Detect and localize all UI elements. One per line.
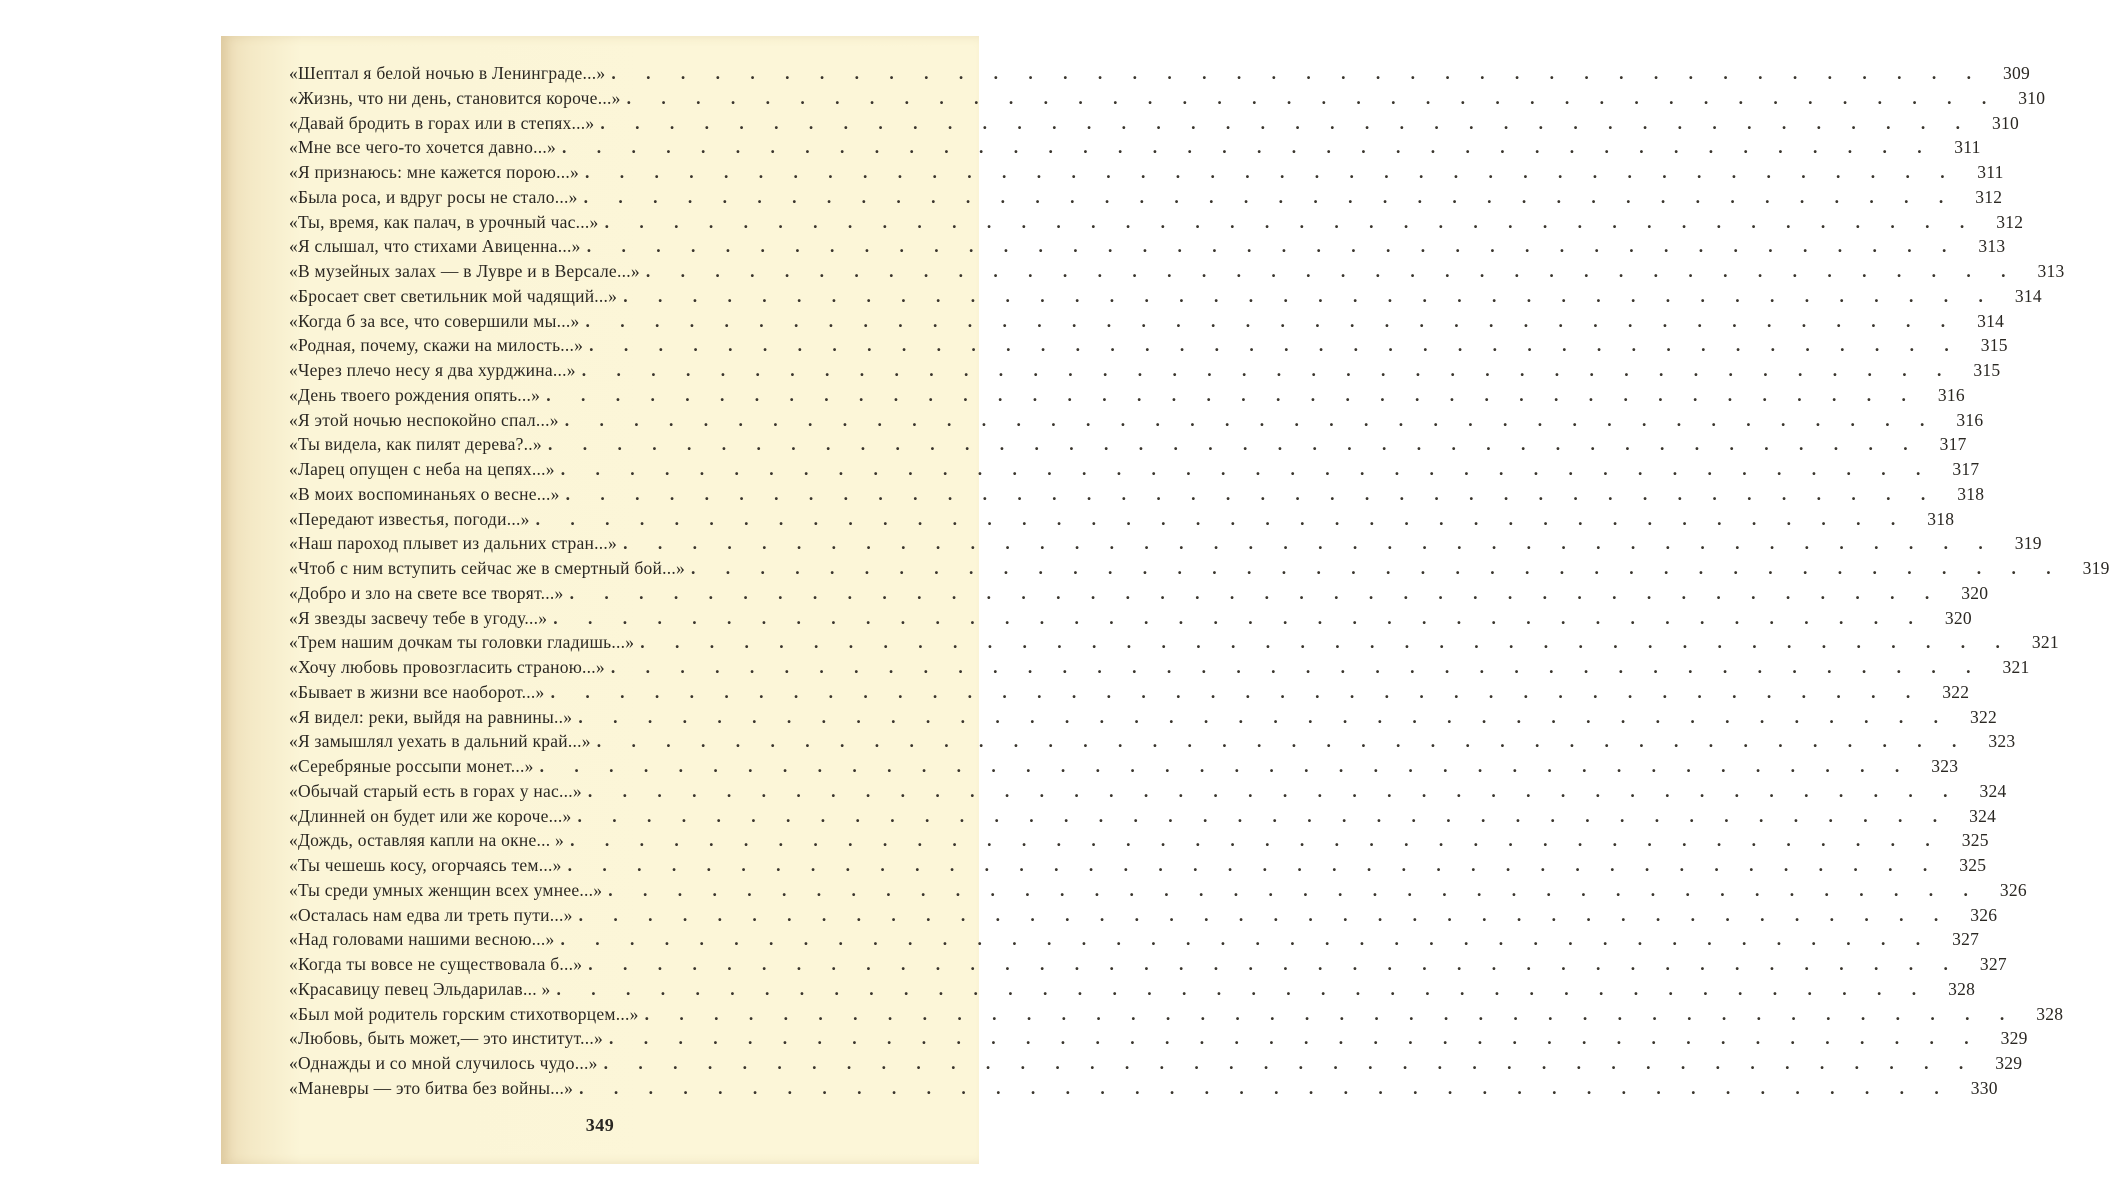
entry-title: «Серебряные россыпи монет...» <box>289 756 534 776</box>
entry-title: «Однажды и со мной случилось чудо...» <box>289 1053 598 1073</box>
toc-entry <box>289 731 2016 756</box>
dot-leader: . . . . . . . . . . . . . . . . . . . . . . . . . . . . . . . . . . . . . . . . <box>587 780 1961 801</box>
entry-page-number: 323 <box>1931 756 1959 776</box>
dot-leader: . . . . . . . . . . . . . . . . . . . . . . . . . . . . . . . . . . . . . . . . <box>589 335 1962 356</box>
entry-title: «Передают известья, погоди...» <box>289 508 530 529</box>
toc-entry <box>289 978 1976 1004</box>
toc-entry <box>289 87 2046 113</box>
entry-page-number: 322 <box>1942 681 1970 702</box>
toc-entry <box>289 558 2110 583</box>
entry-title: «Я видел: реки, выйдя на равнины..» <box>289 706 573 727</box>
dot-leader: . . . . . . . . . . . . . . . . . . . . . . . . . . . . . . . . . . . . . . . . <box>611 63 1985 83</box>
entry-title: «Я слышал, что стихами Авиценна...» <box>289 236 581 257</box>
entry-title: «Был мой родитель горским стихотворцем...» <box>289 1003 639 1024</box>
toc-entry <box>289 954 2007 979</box>
dot-leader: . . . . . . . . . . . . . . . . . . . . . . . . . . . . . . . . . . . . . . . . <box>578 706 1951 727</box>
entry-title: «Осталась нам едва ли треть пути...» <box>289 904 573 925</box>
dot-leader: . . . . . . . . . . . . . . . . . . . . . . . . . . . . . . . . . . . . . . . . <box>640 632 2013 653</box>
entry-title: «Красавицу певец Эльдарилав... » <box>289 978 551 999</box>
entry-page-number: 314 <box>1977 310 2005 331</box>
dot-leader: . . . . . . . . . . . . . . . . . . . . . . . . . . . . . . . . . . . . . . . . <box>690 558 2064 578</box>
entry-title: «Хочу любовь провозгласить страною...» <box>289 657 605 677</box>
dot-leader: . . . . . . . . . . . . . . . . . . . . . . . . . . . . . . . . . . . . . . . . <box>579 1077 1952 1098</box>
entry-title: «Добро и зло на свете все творят...» <box>289 582 564 603</box>
toc-entry <box>289 780 2007 806</box>
entry-page-number: 324 <box>1969 805 1997 826</box>
entry-page-number: 329 <box>2000 1028 2028 1049</box>
toc-entry <box>289 1077 1998 1103</box>
dot-leader: . . . . . . . . . . . . . . . . . . . . . . . . . . . . . . . . . . . . . . . . <box>645 261 2019 281</box>
toc-entry <box>289 607 1972 633</box>
entry-page-number: 314 <box>2014 285 2042 306</box>
dot-leader: . . . . . . . . . . . . . . . . . . . . . . . . . . . . . . . . . . . . . . . . <box>588 954 1961 974</box>
toc-entry <box>289 483 1985 509</box>
toc-entry <box>289 434 1967 459</box>
toc-entry <box>289 310 2005 336</box>
entry-page-number: 325 <box>1961 830 1989 851</box>
entry-title: «Дождь, оставляя капли на окне... » <box>289 830 565 851</box>
entry-page-number: 311 <box>1977 162 2004 182</box>
entry-title: «Я звезды засвечу тебе в угоду...» <box>289 607 548 628</box>
entry-page-number: 312 <box>1996 211 2024 232</box>
dot-leader: . . . . . . . . . . . . . . . . . . . . . . . . . . . . . . . . . . . . . . . . <box>565 483 1939 504</box>
entry-page-number: 311 <box>1954 137 1981 158</box>
entry-page-number: 324 <box>1979 780 2007 801</box>
book-page <box>221 36 2110 1164</box>
dot-leader: . . . . . . . . . . . . . . . . . . . . . . . . . . . . . . . . . . . . . . . . <box>604 211 1978 232</box>
entry-page-number: 320 <box>1944 607 1972 628</box>
toc-entry <box>289 533 2042 558</box>
entry-title: «Маневры — это битва без войны...» <box>289 1077 574 1098</box>
toc-entry <box>289 409 1984 435</box>
entry-page-number: 316 <box>1937 384 1965 405</box>
toc-entry <box>289 582 1989 608</box>
entry-title: «Трем нашим дочкам ты головки гладишь...» <box>289 632 635 653</box>
entry-page-number: 318 <box>1957 483 1985 504</box>
entry-page-number: 328 <box>2036 1003 2064 1024</box>
toc-entry <box>289 236 2006 261</box>
entry-page-number: 321 <box>2002 657 2030 677</box>
dot-leader: . . . . . . . . . . . . . . . . . . . . . . . . . . . . . . . . . . . . . . . . <box>567 855 1941 875</box>
entry-title: «В музейных залах — в Лувре и в Версале...» <box>289 261 640 281</box>
toc-entry <box>289 756 1959 781</box>
toc-entry <box>289 162 2004 187</box>
dot-leader: . . . . . . . . . . . . . . . . . . . . . . . . . . . . . . . . . . . . . . . . <box>561 137 1935 158</box>
entry-title: «Чтоб с ним вступить сейчас же в смертный бой...» <box>289 558 685 578</box>
toc-entry <box>289 706 1997 732</box>
entry-page-number: 323 <box>1988 731 2016 752</box>
toc-entry <box>289 63 2031 88</box>
dot-leader: . . . . . . . . . . . . . . . . . . . . . . . . . . . . . . . . . . . . . . . . <box>610 657 1984 677</box>
entry-title: «Длинней он будет или же короче...» <box>289 805 572 826</box>
dot-leader: . . . . . . . . . . . . . . . . . . . . . . . . . . . . . . . . . . . . . . . . <box>623 285 1996 306</box>
toc-entry <box>289 929 1980 954</box>
entry-title: «Была роса, и вдруг росы не стало...» <box>289 186 578 207</box>
entry-page-number: 310 <box>2018 87 2046 108</box>
dot-leader: . . . . . . . . . . . . . . . . . . . . . . . . . . . . . . . . . . . . . . . . <box>547 434 1921 455</box>
toc-entry <box>289 508 1955 534</box>
entry-title: «Ты чешешь косу, огорчаясь тем...» <box>289 855 562 875</box>
entry-title: «Бывает в жизни все наоборот...» <box>289 681 545 702</box>
dot-leader: . . . . . . . . . . . . . . . . . . . . . . . . . . . . . . . . . . . . . . . . <box>596 731 1970 752</box>
entry-title: «Когда б за все, что совершили мы...» <box>289 310 580 331</box>
toc-entry <box>289 1028 2028 1053</box>
dot-leader: . . . . . . . . . . . . . . . . . . . . . . . . . . . . . . . . . . . . . . . . <box>584 162 1958 182</box>
dot-leader: . . . . . . . . . . . . . . . . . . . . . . . . . . . . . . . . . . . . . . . . <box>560 459 1934 479</box>
entry-title: «Я признаюсь: мне кажется порою...» <box>289 162 579 182</box>
entry-page-number: 309 <box>2003 63 2031 83</box>
dot-leader: . . . . . . . . . . . . . . . . . . . . . . . . . . . . . . . . . . . . . . . . <box>550 681 1924 702</box>
entry-title: «Шептал я белой ночью в Ленинграде...» <box>289 63 606 83</box>
entry-page-number: 320 <box>1961 582 1989 603</box>
toc-entry <box>289 384 1965 410</box>
toc-entry <box>289 285 2042 311</box>
entry-title: «Давай бродить в горах или в степях...» <box>289 112 595 133</box>
dot-leader: . . . . . . . . . . . . . . . . . . . . . . . . . . . . . . . . . . . . . . . . <box>600 112 1974 133</box>
dot-leader: . . . . . . . . . . . . . . . . . . . . . . . . . . . . . . . . . . . . . . . . <box>585 310 1959 331</box>
dot-leader: . . . . . . . . . . . . . . . . . . . . . . . . . . . . . . . . . . . . . . . . <box>569 582 1943 603</box>
entry-title: «В моих воспоминаньях о весне...» <box>289 483 560 504</box>
entry-title: «Любовь, быть может,— это институт...» <box>289 1028 604 1049</box>
entry-page-number: 310 <box>1992 112 2020 133</box>
toc-entry <box>289 830 1989 855</box>
entry-title: «Ларец опущен с неба на цепях...» <box>289 459 555 479</box>
toc-entry <box>289 112 2020 138</box>
toc-entry <box>289 137 1981 162</box>
toc-entry <box>289 186 2003 212</box>
dot-leader: . . . . . . . . . . . . . . . . . . . . . . . . . . . . . . . . . . . . . . . . <box>581 360 1955 380</box>
toc-entry <box>289 335 2008 360</box>
entry-page-number: 321 <box>2031 632 2059 653</box>
entry-page-number: 322 <box>1969 706 1997 727</box>
entry-title: «Над головами нашими весною...» <box>289 929 555 950</box>
entry-title: «Бросает свет светильник мой чадящий...» <box>289 285 618 306</box>
entry-page-number: 316 <box>1956 409 1984 430</box>
toc-entry <box>289 459 1980 484</box>
entry-title: «День твоего рождения опять...» <box>289 384 541 405</box>
entry-page-number: 326 <box>1970 904 1998 925</box>
dot-leader: . . . . . . . . . . . . . . . . . . . . . . . . . . . . . . . . . . . . . . . . <box>586 236 1960 257</box>
entry-page-number: 313 <box>2037 261 2065 281</box>
entry-page-number: 328 <box>1948 978 1976 999</box>
entry-title: «Ты видела, как пилят дерева?..» <box>289 434 542 455</box>
entry-page-number: 326 <box>1999 879 2027 900</box>
entry-page-number: 327 <box>1952 929 1980 950</box>
entry-title: «Через плечо несу я два хурджина...» <box>289 360 576 380</box>
toc-entry <box>289 1003 2064 1029</box>
dot-leader: . . . . . . . . . . . . . . . . . . . . . . . . . . . . . . . . . . . . . . . . <box>608 879 1981 900</box>
toc-entry <box>289 681 1970 707</box>
dot-leader: . . . . . . . . . . . . . . . . . . . . . . . . . . . . . . . . . . . . . . . . <box>553 607 1926 628</box>
entry-page-number: 317 <box>1939 434 1967 455</box>
entry-title: «Наш пароход плывет из дальних стран...» <box>289 533 618 554</box>
entry-title: «Ты среди умных женщин всех умнее...» <box>289 879 603 900</box>
dot-leader: . . . . . . . . . . . . . . . . . . . . . . . . . . . . . . . . . . . . . . . . <box>577 805 1951 826</box>
dot-leader: . . . . . . . . . . . . . . . . . . . . . . . . . . . . . . . . . . . . . . . . <box>623 533 1996 554</box>
toc-entry <box>289 632 2059 657</box>
entry-title: «Жизнь, что ни день, становится короче...» <box>289 87 621 108</box>
dot-leader: . . . . . . . . . . . . . . . . . . . . . . . . . . . . . . . . . . . . . . . . <box>603 1053 1977 1073</box>
dot-leader: . . . . . . . . . . . . . . . . . . . . . . . . . . . . . . . . . . . . . . . . <box>546 384 1919 405</box>
entry-page-number: 329 <box>1995 1053 2023 1073</box>
toc-entry <box>289 1053 2023 1078</box>
entry-page-number: 330 <box>1970 1077 1998 1098</box>
entry-title: «Я замышлял уехать в дальний край...» <box>289 731 591 752</box>
dot-leader: . . . . . . . . . . . . . . . . . . . . . . . . . . . . . . . . . . . . . . . . <box>583 186 1957 207</box>
toc-entry <box>289 657 2030 682</box>
dot-leader: . . . . . . . . . . . . . . . . . . . . . . . . . . . . . . . . . . . . . . . . <box>564 409 1938 430</box>
dot-leader: . . . . . . . . . . . . . . . . . . . . . . . . . . . . . . . . . . . . . . . . <box>578 904 1952 925</box>
entry-page-number: 318 <box>1927 508 1955 529</box>
entry-page-number: 327 <box>1979 954 2007 974</box>
entry-title: «Ты, время, как палач, в урочный час...» <box>289 211 599 232</box>
entry-title: «Родная, почему, скажи на милость...» <box>289 335 584 356</box>
toc-entry <box>289 855 1987 880</box>
table-of-contents <box>289 63 2110 1103</box>
toc-entry <box>289 904 1998 930</box>
entry-page-number: 312 <box>1975 186 2003 207</box>
dot-leader: . . . . . . . . . . . . . . . . . . . . . . . . . . . . . . . . . . . . . . . . <box>556 978 1930 999</box>
entry-title: «Когда ты вовсе не существовала б...» <box>289 954 583 974</box>
page-number: 349 <box>585 1115 615 1135</box>
entry-page-number: 315 <box>1980 335 2008 356</box>
toc-entry <box>289 805 1997 831</box>
entry-page-number: 315 <box>1973 360 2001 380</box>
dot-leader: . . . . . . . . . . . . . . . . . . . . . . . . . . . . . . . . . . . . . . . . <box>539 756 1913 776</box>
dot-leader: . . . . . . . . . . . . . . . . . . . . . . . . . . . . . . . . . . . . . . . . <box>560 929 1934 950</box>
entry-title: «Я этой ночью неспокойно спал...» <box>289 409 559 430</box>
entry-page-number: 317 <box>1952 459 1980 479</box>
entry-title: «Мне все чего-то хочется давно...» <box>289 137 556 158</box>
entry-page-number: 325 <box>1959 855 1987 875</box>
dot-leader: . . . . . . . . . . . . . . . . . . . . . . . . . . . . . . . . . . . . . . . . <box>570 830 1943 851</box>
entry-page-number: 319 <box>2082 558 2110 578</box>
entry-page-number: 319 <box>2014 533 2042 554</box>
dot-leader: . . . . . . . . . . . . . . . . . . . . . . . . . . . . . . . . . . . . . . . . <box>535 508 1909 529</box>
dot-leader: . . . . . . . . . . . . . . . . . . . . . . . . . . . . . . . . . . . . . . . . <box>609 1028 1982 1049</box>
entry-title: «Обычай старый есть в горах у нас...» <box>289 780 582 801</box>
toc-entry <box>289 360 2001 385</box>
dot-leader: . . . . . . . . . . . . . . . . . . . . . . . . . . . . . . . . . . . . . . . . <box>644 1003 2018 1024</box>
entry-page-number: 313 <box>1978 236 2006 257</box>
toc-entry <box>289 879 2027 905</box>
toc-entry <box>289 261 2065 286</box>
toc-entry <box>289 211 2024 237</box>
dot-leader: . . . . . . . . . . . . . . . . . . . . . . . . . . . . . . . . . . . . . . . . <box>626 87 2000 108</box>
